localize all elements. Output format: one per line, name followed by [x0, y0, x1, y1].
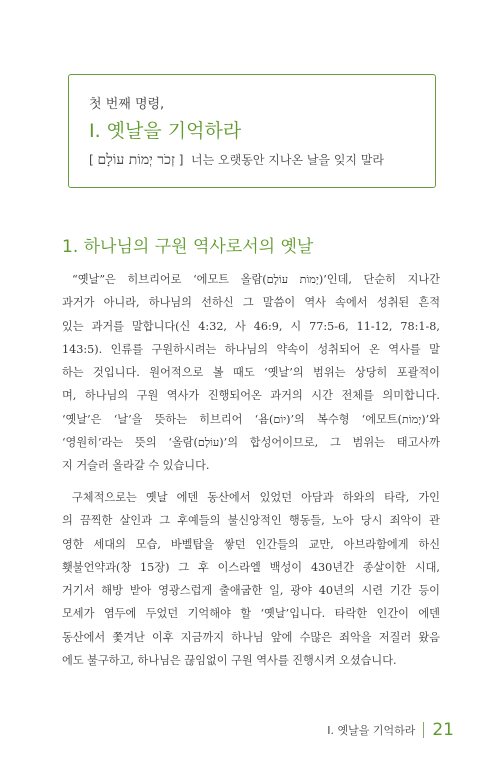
- hebrew-verse-line: [89, 151, 384, 169]
- text-line: 구체적으로는 옛날 에덴 동산에서 있었던 아담과 하와의 타락, 가인: [72, 491, 440, 504]
- text-line: 에도 불구하고, 하나님은 끊임없이 구원 역사를 진행시켜 오셨습니다.: [62, 654, 397, 668]
- verse-translation: 너는 오랫동안 지나온 날을 잊지 말라: [191, 153, 385, 167]
- text-line: “옛날”은 히브리어로 ‘에모트 올람(יְמוֹת עוֹלָם)’인데, 단순히 지나간: [72, 273, 440, 286]
- text-line: ‘옛날’은 ‘날’을 뜻하는 히브리어 ‘욤(יוֹם)’의 복수형 ‘에모트(יְמוֹת)’와: [62, 412, 440, 426]
- text-line: 있는 과거를 말합니다(신 4:32, 사 46:9, 시 77:5-6, 11-12, 78:1-8,: [62, 319, 440, 333]
- chapter-header-box: [68, 74, 436, 188]
- text-line: 143:5). 인류를 구원하시려는 하나님의 약속이 성취되어 온 역사를 말: [62, 342, 440, 356]
- body-paragraph-1: [62, 268, 440, 478]
- section-heading: 1. 하나님의 구원 역사로서의 옛날: [62, 237, 314, 257]
- text-line: 모세가 염두에 두었던 기억해야 할 ‘옛날’입니다. 타락한 인간이 에덴: [62, 607, 440, 621]
- text-line: 하는 것입니다. 원어적으로 볼 때도 ‘옛날’의 범위는 상당히 포괄적이: [62, 366, 440, 380]
- page-footer: [327, 720, 454, 740]
- text-line: 지 거슬러 올라갈 수 있습니다.: [62, 459, 210, 473]
- text-line: 거기서 해방 받아 영광스럽게 출애굽한 일, 광야 40년의 시련 기간 등이: [62, 584, 440, 598]
- text-line: 며, 하나님의 구원 역사가 진행되어온 과거의 시간 전체를 의미합니다.: [62, 389, 440, 403]
- text-line: 의 끔찍한 살인과 그 후예들의 불신앙적인 행동들, 노아 당시 죄악이 관: [62, 514, 440, 528]
- footer-divider: [423, 722, 424, 738]
- body-paragraph-2: [62, 486, 440, 672]
- page-number: 21: [432, 720, 454, 740]
- chapter-title: I. 옛날을 기억하라: [89, 120, 242, 142]
- chapter-kicker: 첫 번째 명령,: [89, 97, 165, 112]
- text-line: 과거가 아니라, 하나님의 선하신 그 말씀이 역사 속에서 성취된 흔적: [62, 296, 440, 310]
- text-line: 영한 세대의 모습, 바벨탑을 쌓던 인간들의 교만, 아브라함에게 하신: [62, 537, 440, 551]
- text-line: 횃불언약과(창 15장) 그 후 이스라엘 백성이 430년간 종살이한 시대,: [62, 560, 440, 574]
- bracket-close: ]: [174, 153, 184, 167]
- hebrew-phrase: זְכֹר יְמוֹת עוֹלָם: [97, 152, 175, 168]
- text-line: 동산에서 쫓겨난 이후 지금까지 하나님 앞에 수많은 죄악을 저질러 왔음: [62, 630, 440, 644]
- text-line: ‘영원히’라는 뜻의 ‘올람(עוֹלָם)’의 합성어이므로, 그 범위는 태고사까: [62, 436, 440, 450]
- running-title: I. 옛날을 기억하라: [327, 724, 416, 737]
- bracket-open: [: [89, 153, 98, 167]
